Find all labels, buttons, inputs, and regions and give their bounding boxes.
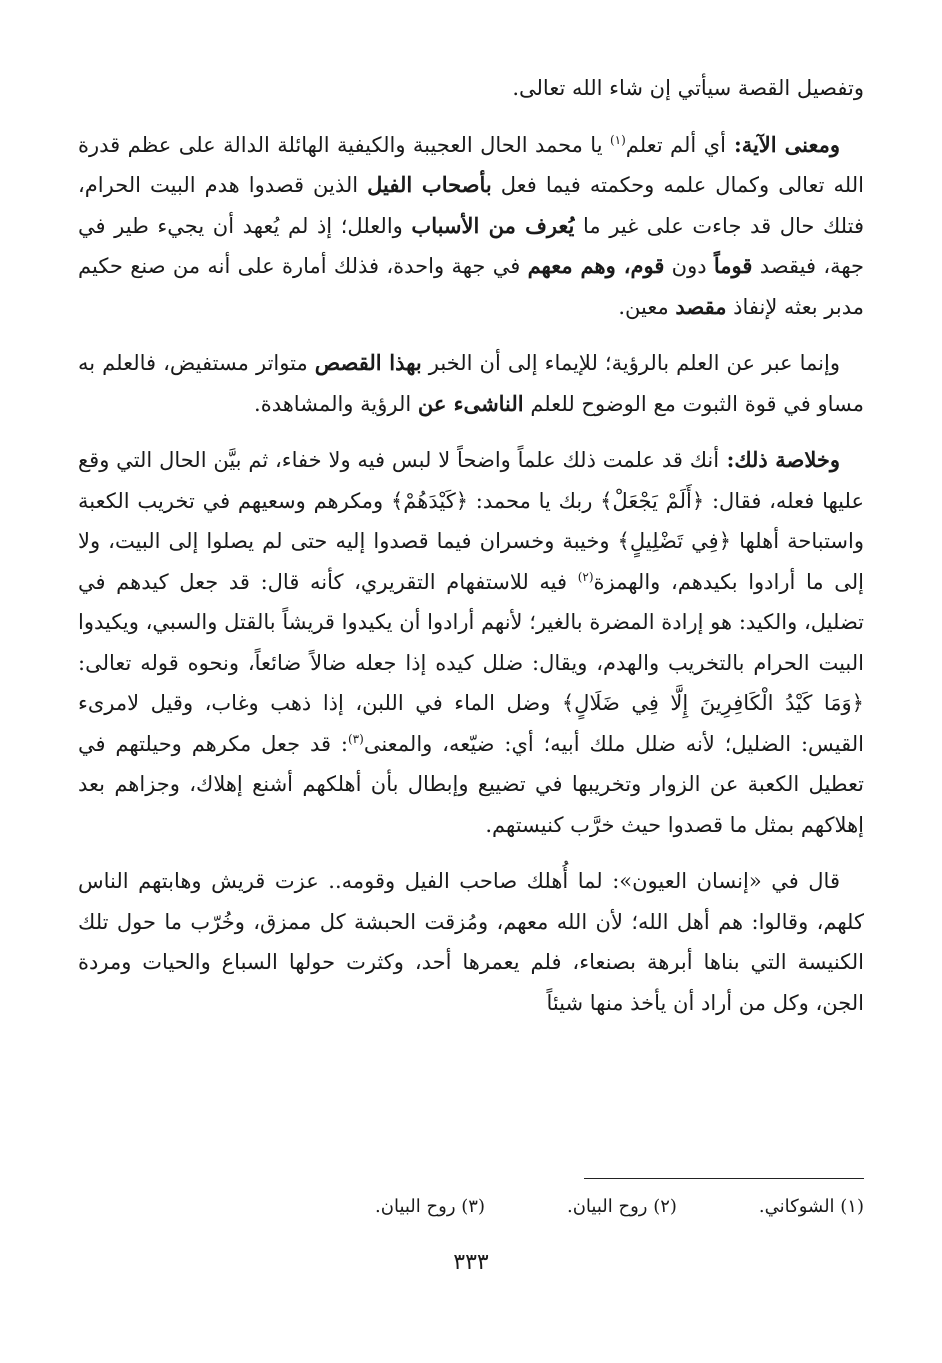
page-number: ٣٣٣ (453, 1250, 489, 1275)
text-run: : قد جعل مكرهم وحيلتهم في تعطيل الكعبة عن الزوار وتخريبها في تضييع وإبطال بأن أهلكهم أشنع إهلاك، وجزاهم بعد إهلاكهم بمثل ما قصدوا حيث خرَّب كنيستهم. (78, 731, 864, 837)
footnotes (78, 1196, 864, 1217)
bold-text: قوماً (713, 253, 753, 278)
page-body (78, 68, 864, 1039)
footnote-marker: (١) (609, 132, 626, 147)
footnote-2: (٢) روح البيان. (566, 1196, 677, 1217)
text-run: دون (664, 254, 714, 278)
footnote-1: (١) الشوكاني. (758, 1196, 864, 1217)
bold-text: وخلاصة ذلك: (719, 447, 840, 472)
footnote-marker: (٢) (577, 569, 594, 584)
bold-text: ومعنى الآية: (725, 131, 840, 157)
text-run: يا محمد الحال العجيبة والكيفية الهائلة الدالة على عظم قدرة الله تعالى وكمال علمه وحكمته فيما فعل (78, 132, 864, 197)
text-run: أي ألم تعلم (625, 132, 726, 157)
text-run: في جهة واحدة، فذلك أمارة على أنه من صنع حكيم مدبر بعثه لإنفاذ (78, 254, 864, 319)
text-run: الذين قصدوا هدم البيت الحرام، فتلك حال قد جاءت على غير ما (78, 173, 864, 238)
paragraph (78, 861, 864, 1023)
paragraph (78, 125, 864, 328)
text-run: وإنما عبر عن العلم بالرؤية؛ للإيماء إلى أن الخبر (421, 351, 840, 375)
bold-text: بأصحاب الفيل (367, 172, 492, 197)
text-run: معين. (618, 294, 676, 319)
text-run: متواتر مستفيض، فالعلم به مساو في قوة الثبوت مع الوضوح للعلم (78, 351, 864, 416)
text-run: قال في «إنسان العيون»: لما أُهلك صاحب الفيل وقومه.. عزت قريش وهابتهم الناس كلهم، وقالوا: هم أهل الله؛ لأن الله معهم، ومُزقت الحبشة كل ممزق، وخُرّب ما حول تلك الكنيسة التي بناها أبرهة بصنعاء، فلم يعمرها أحد، وكثرت حولها السباع والحيات ومردة الجن، وكل من أراد أن يأخذ منها شيئاً (78, 869, 864, 1015)
bold-text: يُعرف من الأسباب (411, 212, 575, 238)
bold-text: قوم، وهم معهم (527, 253, 665, 278)
paragraph (78, 440, 864, 845)
text-run: الرؤية والمشاهدة. (254, 391, 418, 416)
footnote-3: (٣) روح البيان. (375, 1196, 485, 1217)
text-run: والعلل؛ إذ لم يُعهد أن يجيء طير في جهة، فيقصد (78, 213, 865, 278)
bold-text: الناشىء عن (417, 390, 524, 416)
paragraph (78, 343, 864, 424)
bold-text: بهذا القصص (314, 350, 422, 375)
footnote-marker: (٣) (347, 731, 364, 746)
text-run: أنك قد علمت ذلك علماً واضحاً لا لبس فيه ولا خفاء، ثم بيَّن الحال التي وقع عليها فعله، فقال: ﴿أَلَمْ يَجْعَلْ﴾ ربك يا محمد: ﴿كَيْدَهُمْ﴾ ومكرهم وسعيهم في تخريب الكعبة واستباحة أهلها ﴿فِي تَضْلِيلٍ﴾ وخيبة وخسران فيما قصدوا إليه حتى لم يصلوا إلى البيت، ولا إلى ما أرادوا بكيدهم، والهمزة (78, 448, 865, 594)
bold-text: مقصد (675, 293, 727, 319)
paragraph (78, 68, 864, 109)
footnote-separator (584, 1178, 864, 1179)
text-run: وتفصيل القصة سيأتي إن شاء الله تعالى. (512, 76, 864, 100)
text-run: فيه للاستفهام التقريري، كأنه قال: قد جعل كيدهم في تضليل، والكيد: هو إرادة المضرة بالغير؛ لأنهم أرادوا أن يكيدوا قريشاً بالقتل والسبي، ويكيدوا البيت الحرام بالتخريب والهدم، ويقال: ضلل كيده إذا جعله ضالاً ضائعاً، ونحوه قوله تعالى: ﴿وَمَا كَيْدُ الْكَافِرِينَ إِلَّا فِي ضَلَالٍ﴾ وضل الماء في اللبن، إذا ذهب وغاب، وقيل لامرىء القيس: الضليل؛ لأنه ضلل ملك أبيه؛ أي: ضيّعه، والمعنى (78, 569, 864, 756)
